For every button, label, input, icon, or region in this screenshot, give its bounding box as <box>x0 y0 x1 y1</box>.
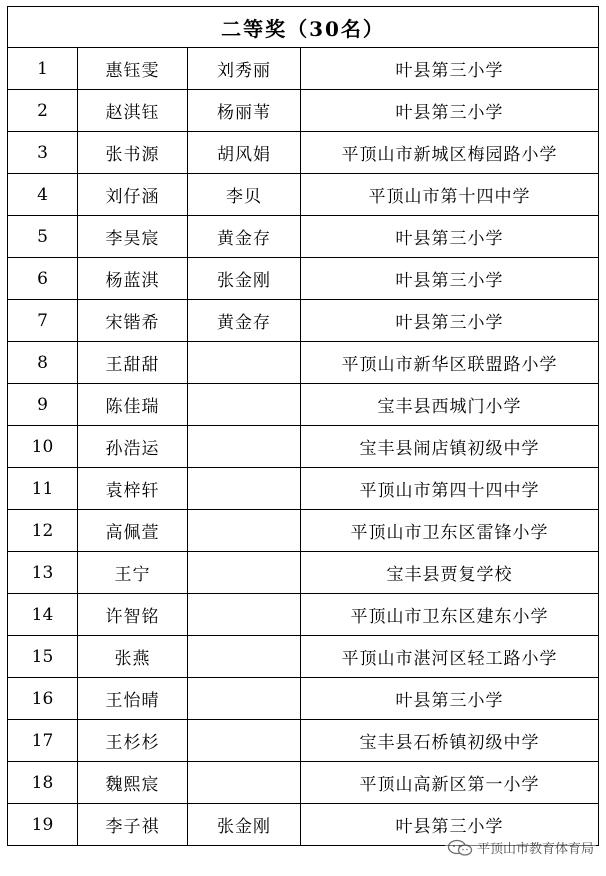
student-name: 张书源 <box>78 132 188 174</box>
watermark-text: 平顶山市教育体育局 <box>476 842 594 857</box>
student-name: 杨蓝淇 <box>78 258 188 300</box>
row-number: 7 <box>8 300 78 342</box>
award-sheet <box>7 6 598 846</box>
school-name: 叶县第三小学 <box>301 258 599 300</box>
teacher-name: 黄金存 <box>188 300 301 342</box>
row-number: 4 <box>8 174 78 216</box>
school-name: 平顶山市新城区梅园路小学 <box>301 132 599 174</box>
row-number: 3 <box>8 132 78 174</box>
student-name: 刘仔涵 <box>78 174 188 216</box>
row-number: 5 <box>8 216 78 258</box>
teacher-name: 李贝 <box>188 174 301 216</box>
school-name: 平顶山市卫东区建东小学 <box>301 594 599 636</box>
school-name: 宝丰县西城门小学 <box>301 384 599 426</box>
table-row <box>8 510 599 552</box>
student-name: 王怡晴 <box>78 678 188 720</box>
table-row <box>8 720 599 762</box>
student-name: 张燕 <box>78 636 188 678</box>
row-number: 14 <box>8 594 78 636</box>
table-row <box>8 468 599 510</box>
teacher-name: 杨丽苇 <box>188 90 301 132</box>
row-number: 8 <box>8 342 78 384</box>
student-name: 李子祺 <box>78 804 188 846</box>
table-row <box>8 174 599 216</box>
student-name: 魏熙宸 <box>78 762 188 804</box>
student-name: 王杉杉 <box>78 720 188 762</box>
row-number: 16 <box>8 678 78 720</box>
row-number: 10 <box>8 426 78 468</box>
award-table <box>7 6 599 846</box>
school-name: 平顶山市湛河区轻工路小学 <box>301 636 599 678</box>
student-name: 许智铭 <box>78 594 188 636</box>
row-number: 19 <box>8 804 78 846</box>
school-name: 叶县第三小学 <box>301 90 599 132</box>
school-name: 平顶山市新华区联盟路小学 <box>301 342 599 384</box>
teacher-name <box>188 342 301 384</box>
student-name: 宋锴希 <box>78 300 188 342</box>
teacher-name <box>188 384 301 426</box>
school-name: 宝丰县贾复学校 <box>301 552 599 594</box>
teacher-name <box>188 468 301 510</box>
school-name: 宝丰县石桥镇初级中学 <box>301 720 599 762</box>
award-title-row <box>8 7 599 48</box>
student-name: 王甜甜 <box>78 342 188 384</box>
table-row <box>8 384 599 426</box>
school-name: 叶县第三小学 <box>301 678 599 720</box>
table-row <box>8 594 599 636</box>
award-table-body <box>8 7 599 846</box>
school-name: 叶县第三小学 <box>301 804 599 846</box>
student-name: 王宁 <box>78 552 188 594</box>
row-number: 18 <box>8 762 78 804</box>
row-number: 2 <box>8 90 78 132</box>
row-number: 11 <box>8 468 78 510</box>
teacher-name: 张金刚 <box>188 258 301 300</box>
table-row <box>8 216 599 258</box>
table-row <box>8 90 599 132</box>
table-row <box>8 762 599 804</box>
teacher-name <box>188 426 301 468</box>
school-name: 平顶山市第十四中学 <box>301 174 599 216</box>
student-name: 陈佳瑞 <box>78 384 188 426</box>
teacher-name: 刘秀丽 <box>188 48 301 90</box>
table-row <box>8 426 599 468</box>
school-name: 叶县第三小学 <box>301 300 599 342</box>
table-row <box>8 300 599 342</box>
row-number: 15 <box>8 636 78 678</box>
school-name: 叶县第三小学 <box>301 48 599 90</box>
table-row <box>8 678 599 720</box>
table-row <box>8 258 599 300</box>
row-number: 13 <box>8 552 78 594</box>
school-name: 宝丰县闹店镇初级中学 <box>301 426 599 468</box>
school-name: 平顶山市第四十四中学 <box>301 468 599 510</box>
teacher-name <box>188 720 301 762</box>
student-name: 赵淇钰 <box>78 90 188 132</box>
row-number: 17 <box>8 720 78 762</box>
teacher-name: 黄金存 <box>188 216 301 258</box>
watermark <box>445 837 596 858</box>
row-number: 1 <box>8 48 78 90</box>
student-name: 惠钰雯 <box>78 48 188 90</box>
wechat-icon <box>447 839 473 857</box>
school-name: 平顶山市卫东区雷锋小学 <box>301 510 599 552</box>
teacher-name <box>188 678 301 720</box>
student-name: 高佩萱 <box>78 510 188 552</box>
row-number: 12 <box>8 510 78 552</box>
school-name: 平顶山高新区第一小学 <box>301 762 599 804</box>
row-number: 9 <box>8 384 78 426</box>
teacher-name <box>188 552 301 594</box>
teacher-name <box>188 636 301 678</box>
student-name: 李昊宸 <box>78 216 188 258</box>
table-row <box>8 132 599 174</box>
table-row <box>8 636 599 678</box>
teacher-name <box>188 762 301 804</box>
student-name: 孙浩运 <box>78 426 188 468</box>
teacher-name: 胡风娟 <box>188 132 301 174</box>
teacher-name: 张金刚 <box>188 804 301 846</box>
table-row <box>8 552 599 594</box>
student-name: 袁梓轩 <box>78 468 188 510</box>
teacher-name <box>188 510 301 552</box>
teacher-name <box>188 594 301 636</box>
award-title: 二等奖（30名） <box>8 7 599 48</box>
school-name: 叶县第三小学 <box>301 216 599 258</box>
row-number: 6 <box>8 258 78 300</box>
table-row <box>8 48 599 90</box>
table-row <box>8 342 599 384</box>
